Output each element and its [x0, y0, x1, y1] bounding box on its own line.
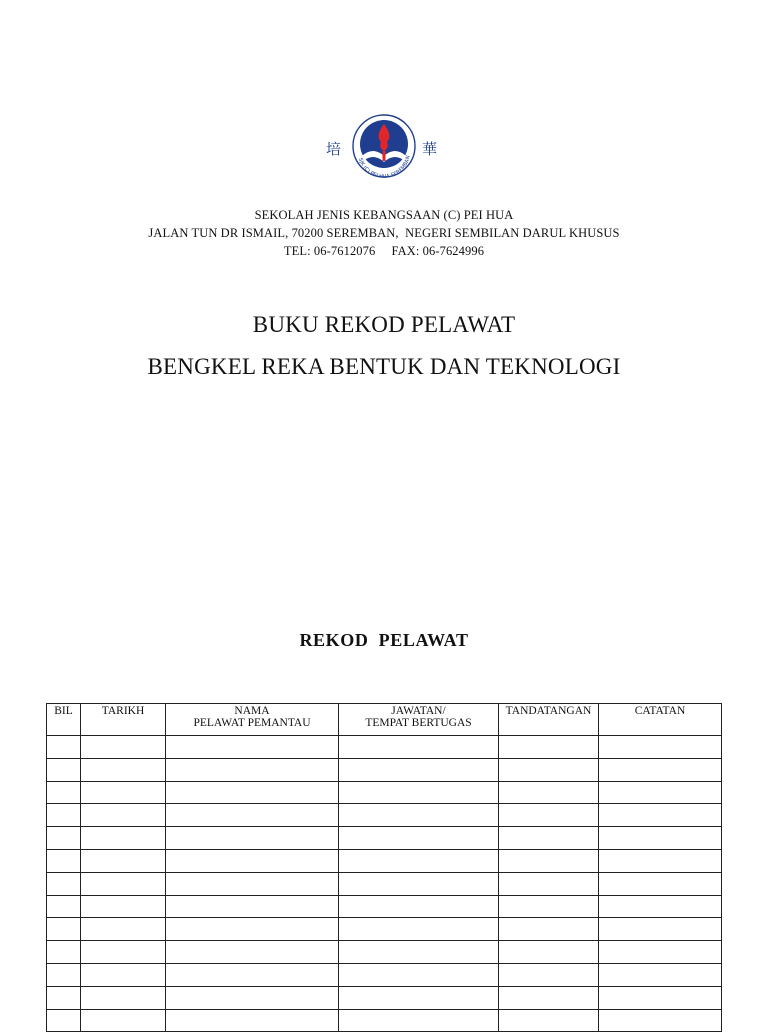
table-cell[interactable]	[47, 941, 81, 964]
table-cell[interactable]	[47, 849, 81, 872]
table-cell[interactable]	[47, 804, 81, 827]
table-row	[47, 1009, 722, 1032]
section-title: REKOD PELAWAT	[299, 630, 469, 650]
table-cell[interactable]	[339, 872, 499, 895]
table-cell[interactable]	[599, 736, 722, 759]
table-cell[interactable]	[81, 849, 166, 872]
table-cell[interactable]	[599, 872, 722, 895]
school-address: JALAN TUN DR ISMAIL, 70200 SEREMBAN, NEGERI SEMBILAN DARUL KHUSUS	[148, 226, 620, 240]
school-logo	[322, 112, 446, 192]
header-tarikh: TARIKH	[81, 704, 166, 736]
table-cell[interactable]	[166, 758, 339, 781]
school-contact: TEL: 06-7612076 FAX: 06-7624996	[283, 244, 485, 258]
table-cell[interactable]	[599, 781, 722, 804]
table-cell[interactable]	[499, 895, 599, 918]
table-cell[interactable]	[339, 963, 499, 986]
table-cell[interactable]	[47, 1009, 81, 1032]
table-cell[interactable]	[339, 736, 499, 759]
table-row	[47, 872, 722, 895]
school-header	[0, 206, 768, 260]
book-title: BUKU REKOD PELAWAT	[252, 312, 516, 337]
table-cell[interactable]	[499, 872, 599, 895]
table-cell[interactable]	[166, 895, 339, 918]
table-cell[interactable]	[499, 827, 599, 850]
table-cell[interactable]	[81, 941, 166, 964]
header-jawatan: JAWATAN/ TEMPAT BERTUGAS	[339, 704, 499, 736]
table-row	[47, 736, 722, 759]
table-row	[47, 963, 722, 986]
table-row	[47, 804, 722, 827]
table-cell[interactable]	[81, 758, 166, 781]
table-cell[interactable]	[599, 986, 722, 1009]
table-cell[interactable]	[166, 736, 339, 759]
table-cell[interactable]	[166, 804, 339, 827]
table-cell[interactable]	[166, 849, 339, 872]
logo-char-right: 華	[422, 140, 438, 158]
table-cell[interactable]	[599, 918, 722, 941]
table-row	[47, 918, 722, 941]
table-cell[interactable]	[47, 918, 81, 941]
table-cell[interactable]	[499, 736, 599, 759]
table-cell[interactable]	[499, 781, 599, 804]
book-subtitle: BENGKEL REKA BENTUK DAN TEKNOLOGI	[147, 354, 621, 379]
table-cell[interactable]	[166, 941, 339, 964]
logo-ring-text: SJK (C) PEI HUA SEREMBAN	[356, 154, 412, 181]
table-cell[interactable]	[339, 781, 499, 804]
table-cell[interactable]	[599, 895, 722, 918]
table-cell[interactable]	[166, 986, 339, 1009]
table-cell[interactable]	[499, 849, 599, 872]
table-cell[interactable]	[339, 1009, 499, 1032]
table-cell[interactable]	[599, 804, 722, 827]
header-nama: NAMA PELAWAT PEMANTAU	[166, 704, 339, 736]
table-cell[interactable]	[166, 872, 339, 895]
table-cell[interactable]	[166, 1009, 339, 1032]
table-cell[interactable]	[47, 895, 81, 918]
header-bil: BIL	[47, 704, 81, 736]
table-cell[interactable]	[599, 941, 722, 964]
table-cell[interactable]	[166, 963, 339, 986]
header-catatan: CATATAN	[599, 704, 722, 736]
table-cell[interactable]	[81, 872, 166, 895]
table-row	[47, 781, 722, 804]
table-cell[interactable]	[339, 758, 499, 781]
table-cell[interactable]	[47, 781, 81, 804]
table-cell[interactable]	[499, 986, 599, 1009]
table-row	[47, 758, 722, 781]
table-cell[interactable]	[599, 849, 722, 872]
table-cell[interactable]	[339, 895, 499, 918]
table-cell[interactable]	[339, 941, 499, 964]
table-cell[interactable]	[499, 804, 599, 827]
table-cell[interactable]	[47, 872, 81, 895]
table-cell[interactable]	[499, 1009, 599, 1032]
table-cell[interactable]	[339, 827, 499, 850]
table-row	[47, 895, 722, 918]
table-cell[interactable]	[81, 918, 166, 941]
table-cell[interactable]	[499, 963, 599, 986]
table-row	[47, 849, 722, 872]
table-cell[interactable]	[81, 963, 166, 986]
table-header-row	[47, 704, 722, 736]
table-cell[interactable]	[599, 758, 722, 781]
visitor-log-table	[46, 703, 722, 1032]
table-cell[interactable]	[81, 986, 166, 1009]
header-tandatangan: TANDATANGAN	[499, 704, 599, 736]
table-cell[interactable]	[47, 986, 81, 1009]
table-cell[interactable]	[499, 758, 599, 781]
table-row	[47, 986, 722, 1009]
table-cell[interactable]	[81, 895, 166, 918]
table-cell[interactable]	[339, 986, 499, 1009]
table-cell[interactable]	[339, 849, 499, 872]
table-row	[47, 941, 722, 964]
table-cell[interactable]	[499, 918, 599, 941]
table-cell[interactable]	[81, 736, 166, 759]
table-cell[interactable]	[47, 758, 81, 781]
table-cell[interactable]	[47, 963, 81, 986]
table-cell[interactable]	[599, 827, 722, 850]
table-cell[interactable]	[599, 963, 722, 986]
table-cell[interactable]	[81, 781, 166, 804]
table-cell[interactable]	[166, 781, 339, 804]
table-cell[interactable]	[81, 1009, 166, 1032]
table-cell[interactable]	[47, 736, 81, 759]
table-cell[interactable]	[339, 918, 499, 941]
table-cell[interactable]	[599, 1009, 722, 1032]
table-cell[interactable]	[47, 827, 81, 850]
table-cell[interactable]	[339, 804, 499, 827]
table-cell[interactable]	[166, 827, 339, 850]
table-cell[interactable]	[81, 804, 166, 827]
table-cell[interactable]	[166, 918, 339, 941]
table-cell[interactable]	[499, 941, 599, 964]
school-name: SEKOLAH JENIS KEBANGSAAN (C) PEI HUA	[254, 208, 514, 222]
table-cell[interactable]	[81, 827, 166, 850]
table-row	[47, 827, 722, 850]
logo-char-left: 培	[326, 140, 342, 158]
school-crest-icon	[348, 112, 420, 188]
